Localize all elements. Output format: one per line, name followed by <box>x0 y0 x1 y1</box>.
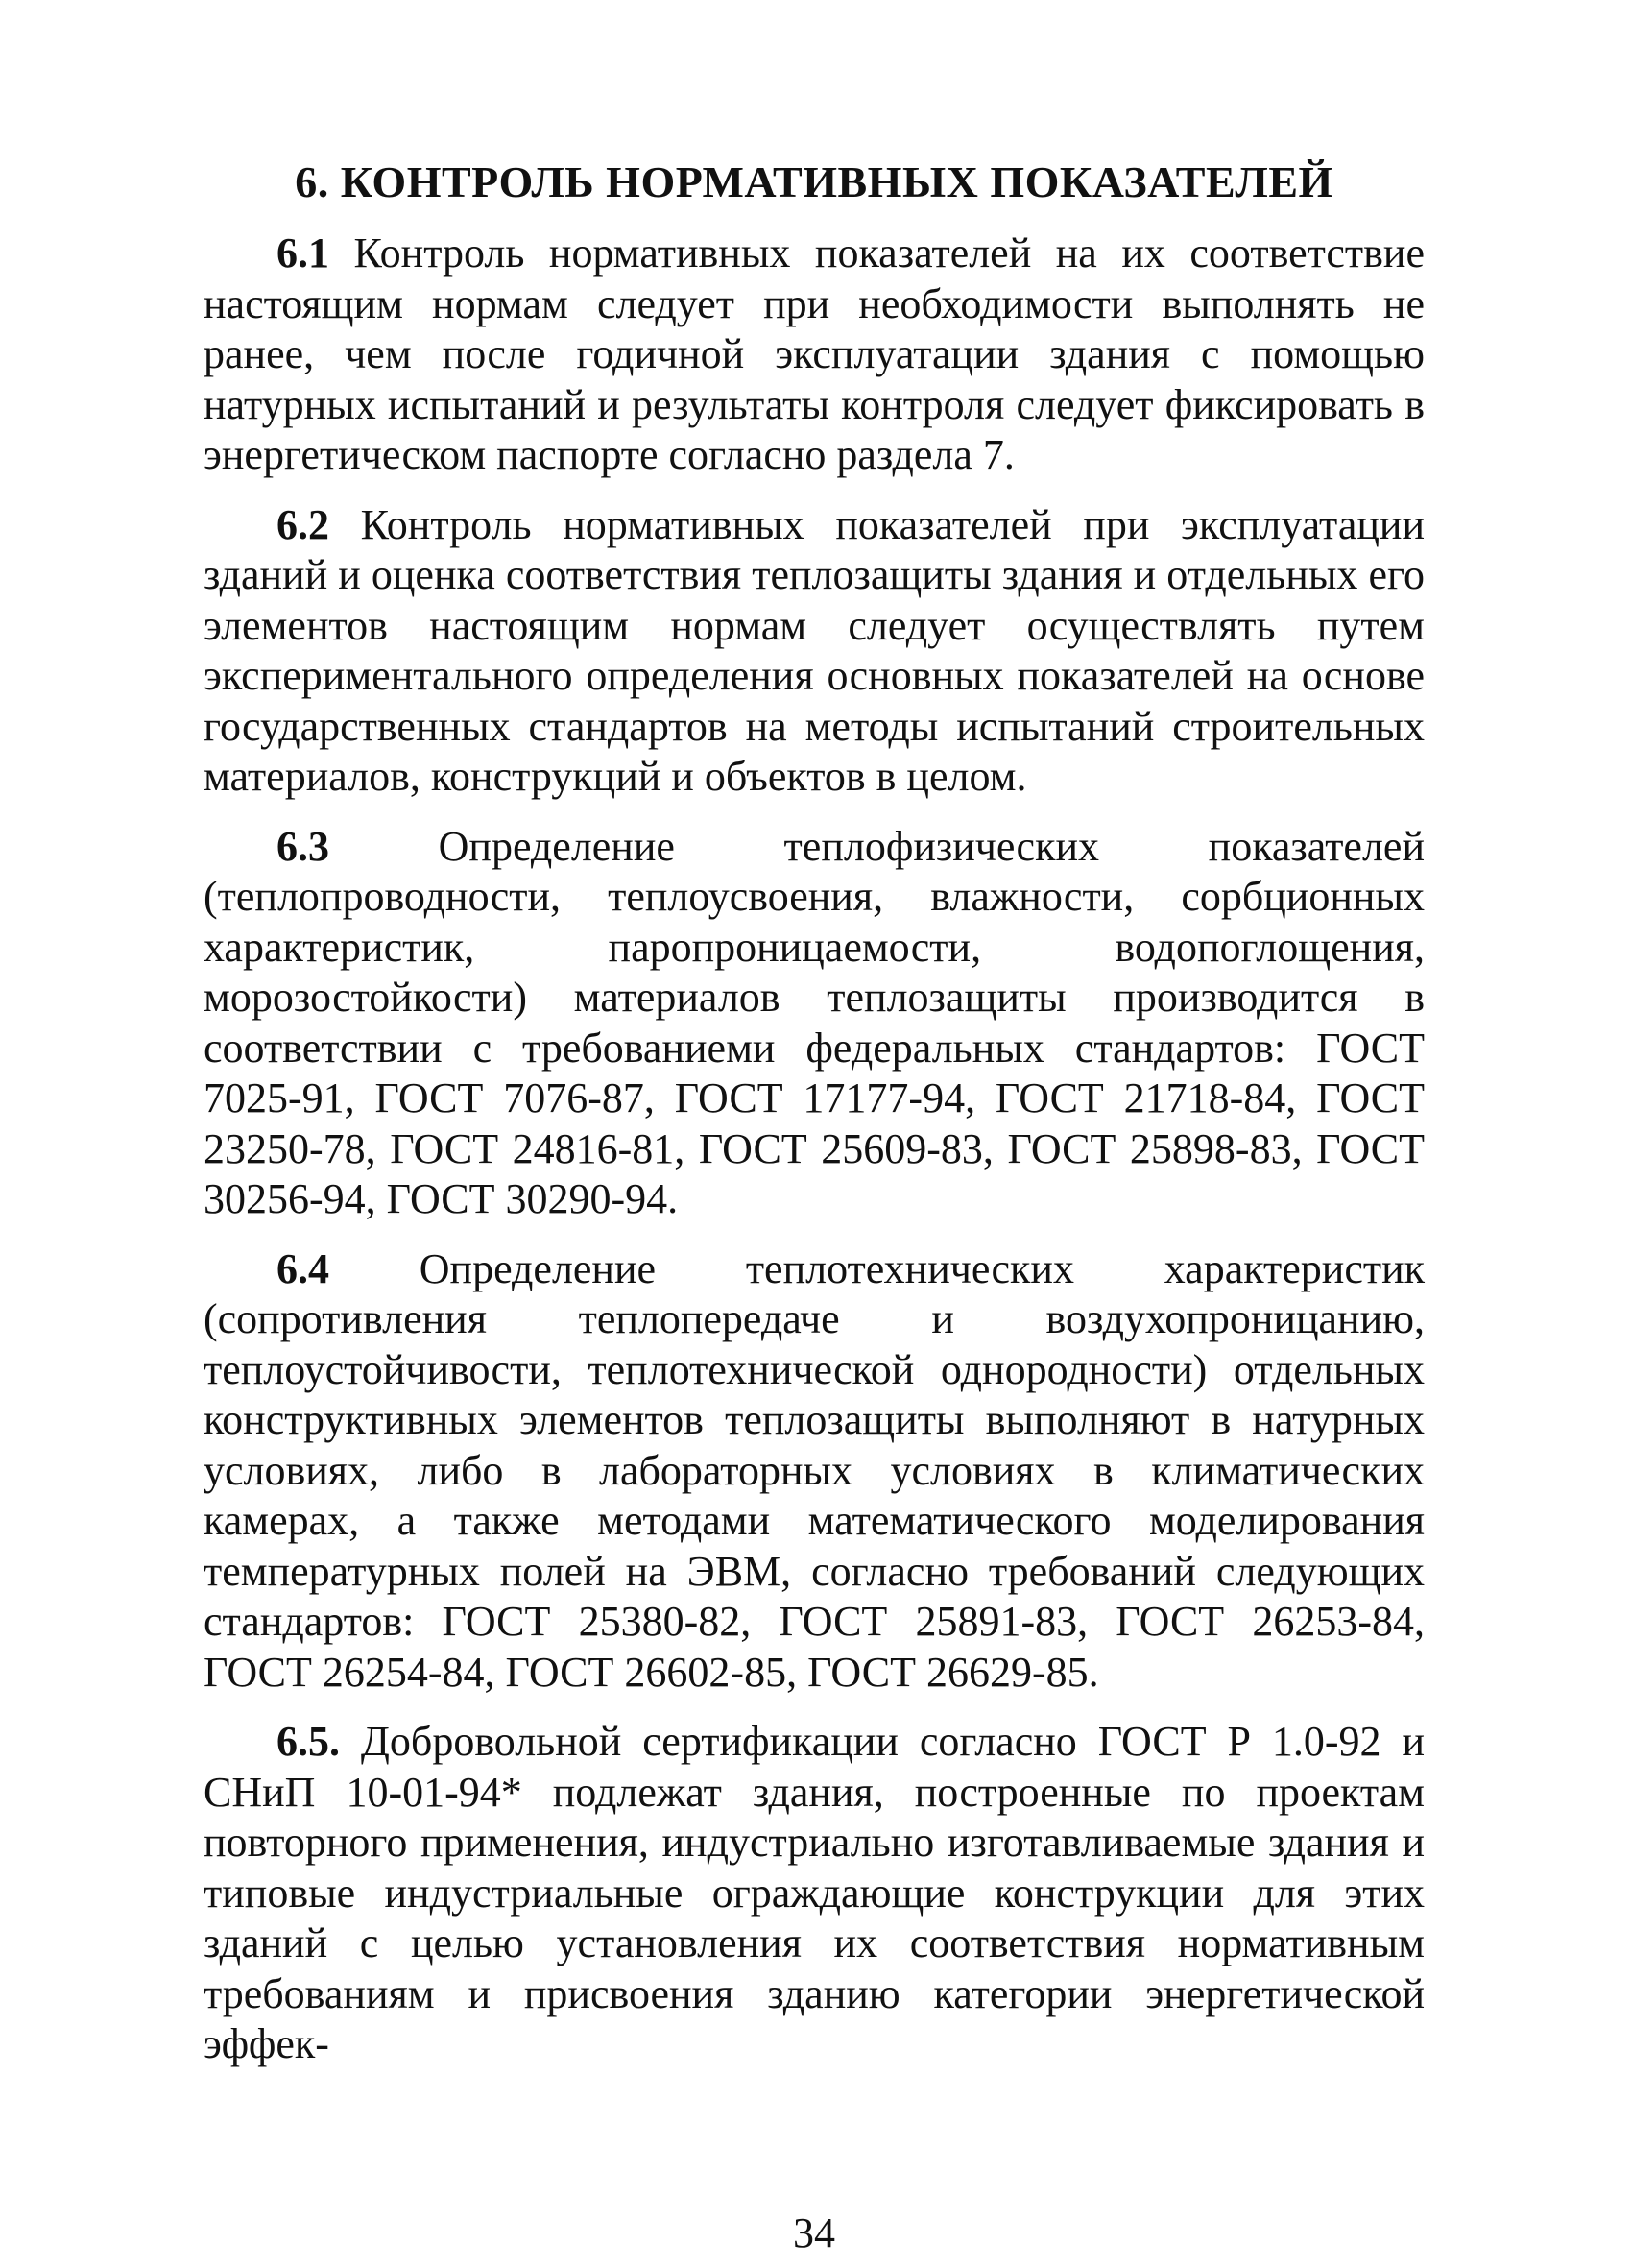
paragraph-6-2 <box>204 500 1425 803</box>
document-page <box>204 154 1425 2256</box>
clause-number: 6.3 <box>276 822 329 870</box>
clause-text: Определение теплотехнических характеристик (сопротивления теплопередаче и воздухопроницанию, теплоустойчивости, теплотехнической однородности) отдельных конструктивных элементов теплозащиты выполняют в натурных условиях, либо в лабораторных условиях в климатических камерах, а также методами математического моделирования температурных полей на ЭВМ, согласно требований следующих стандартов: ГОСТ 25380-82, ГОСТ 25891-83, ГОСТ 26253-84, ГОСТ 26254-84, ГОСТ 26602-85, ГОСТ 26629-85. <box>204 1244 1425 1696</box>
paragraph-6-5 <box>204 1717 1425 2070</box>
clause-text: Контроль нормативных показателей на их соответствие настоящим нормам следует при необходимости выполнять не ранее, чем после годичной эксплуатации здания с помощью натурных испытаний и результаты контроля следует фиксировать в энергетическом паспорте согласно раздела 7. <box>204 229 1425 478</box>
paragraph-6-4 <box>204 1244 1425 1699</box>
clause-text: Добровольной сертификации согласно ГОСТ Р 1.0-92 и СНиП 10-01-94* подлежат здания, построенные по проектам повторного применения, индустриально изготавливаемые здания и типовые индустриальные ограждающие конструкции для этих зданий с целью установления их соответствия нормативным требованиям и присвоения зданию категории энергетической эффек- <box>204 1718 1425 2067</box>
paragraph-6-1 <box>204 229 1425 481</box>
clause-text: Определение теплофизических показателей (теплопроводности, теплоусвоения, влажности, сорбционных характеристик, паропроницаемости, водопоглощения, морозостойкости) материалов теплозащиты производится в соответствии с требованиеми федеральных стандартов: ГОСТ 7025-91, ГОСТ 7076-87, ГОСТ 17177-94, ГОСТ 21718-84, ГОСТ 23250-78, ГОСТ 24816-81, ГОСТ 25609-83, ГОСТ 25898-83, ГОСТ 30256-94, ГОСТ 30290-94. <box>204 822 1425 1222</box>
clause-text: Контроль нормативных показателей при эксплуатации зданий и оценка соответствия теплозащиты здания и отдельных его элементов настоящим нормам следует осуществлять путем экспериментального определения основных показателей на основе государственных стандартов на методы испытаний строительных материалов, конструкций и объектов в целом. <box>204 500 1425 800</box>
section-heading: 6. КОНТРОЛЬ НОРМАТИВНЫХ ПОКАЗАТЕЛЕЙ <box>295 157 1333 206</box>
clause-number: 6.2 <box>276 500 329 548</box>
clause-number: 6.4 <box>276 1244 329 1292</box>
paragraph-6-3 <box>204 822 1425 1225</box>
page-number: 34 <box>793 2209 835 2256</box>
clause-number: 6.5. <box>276 1718 340 1765</box>
clause-number: 6.1 <box>276 229 329 277</box>
